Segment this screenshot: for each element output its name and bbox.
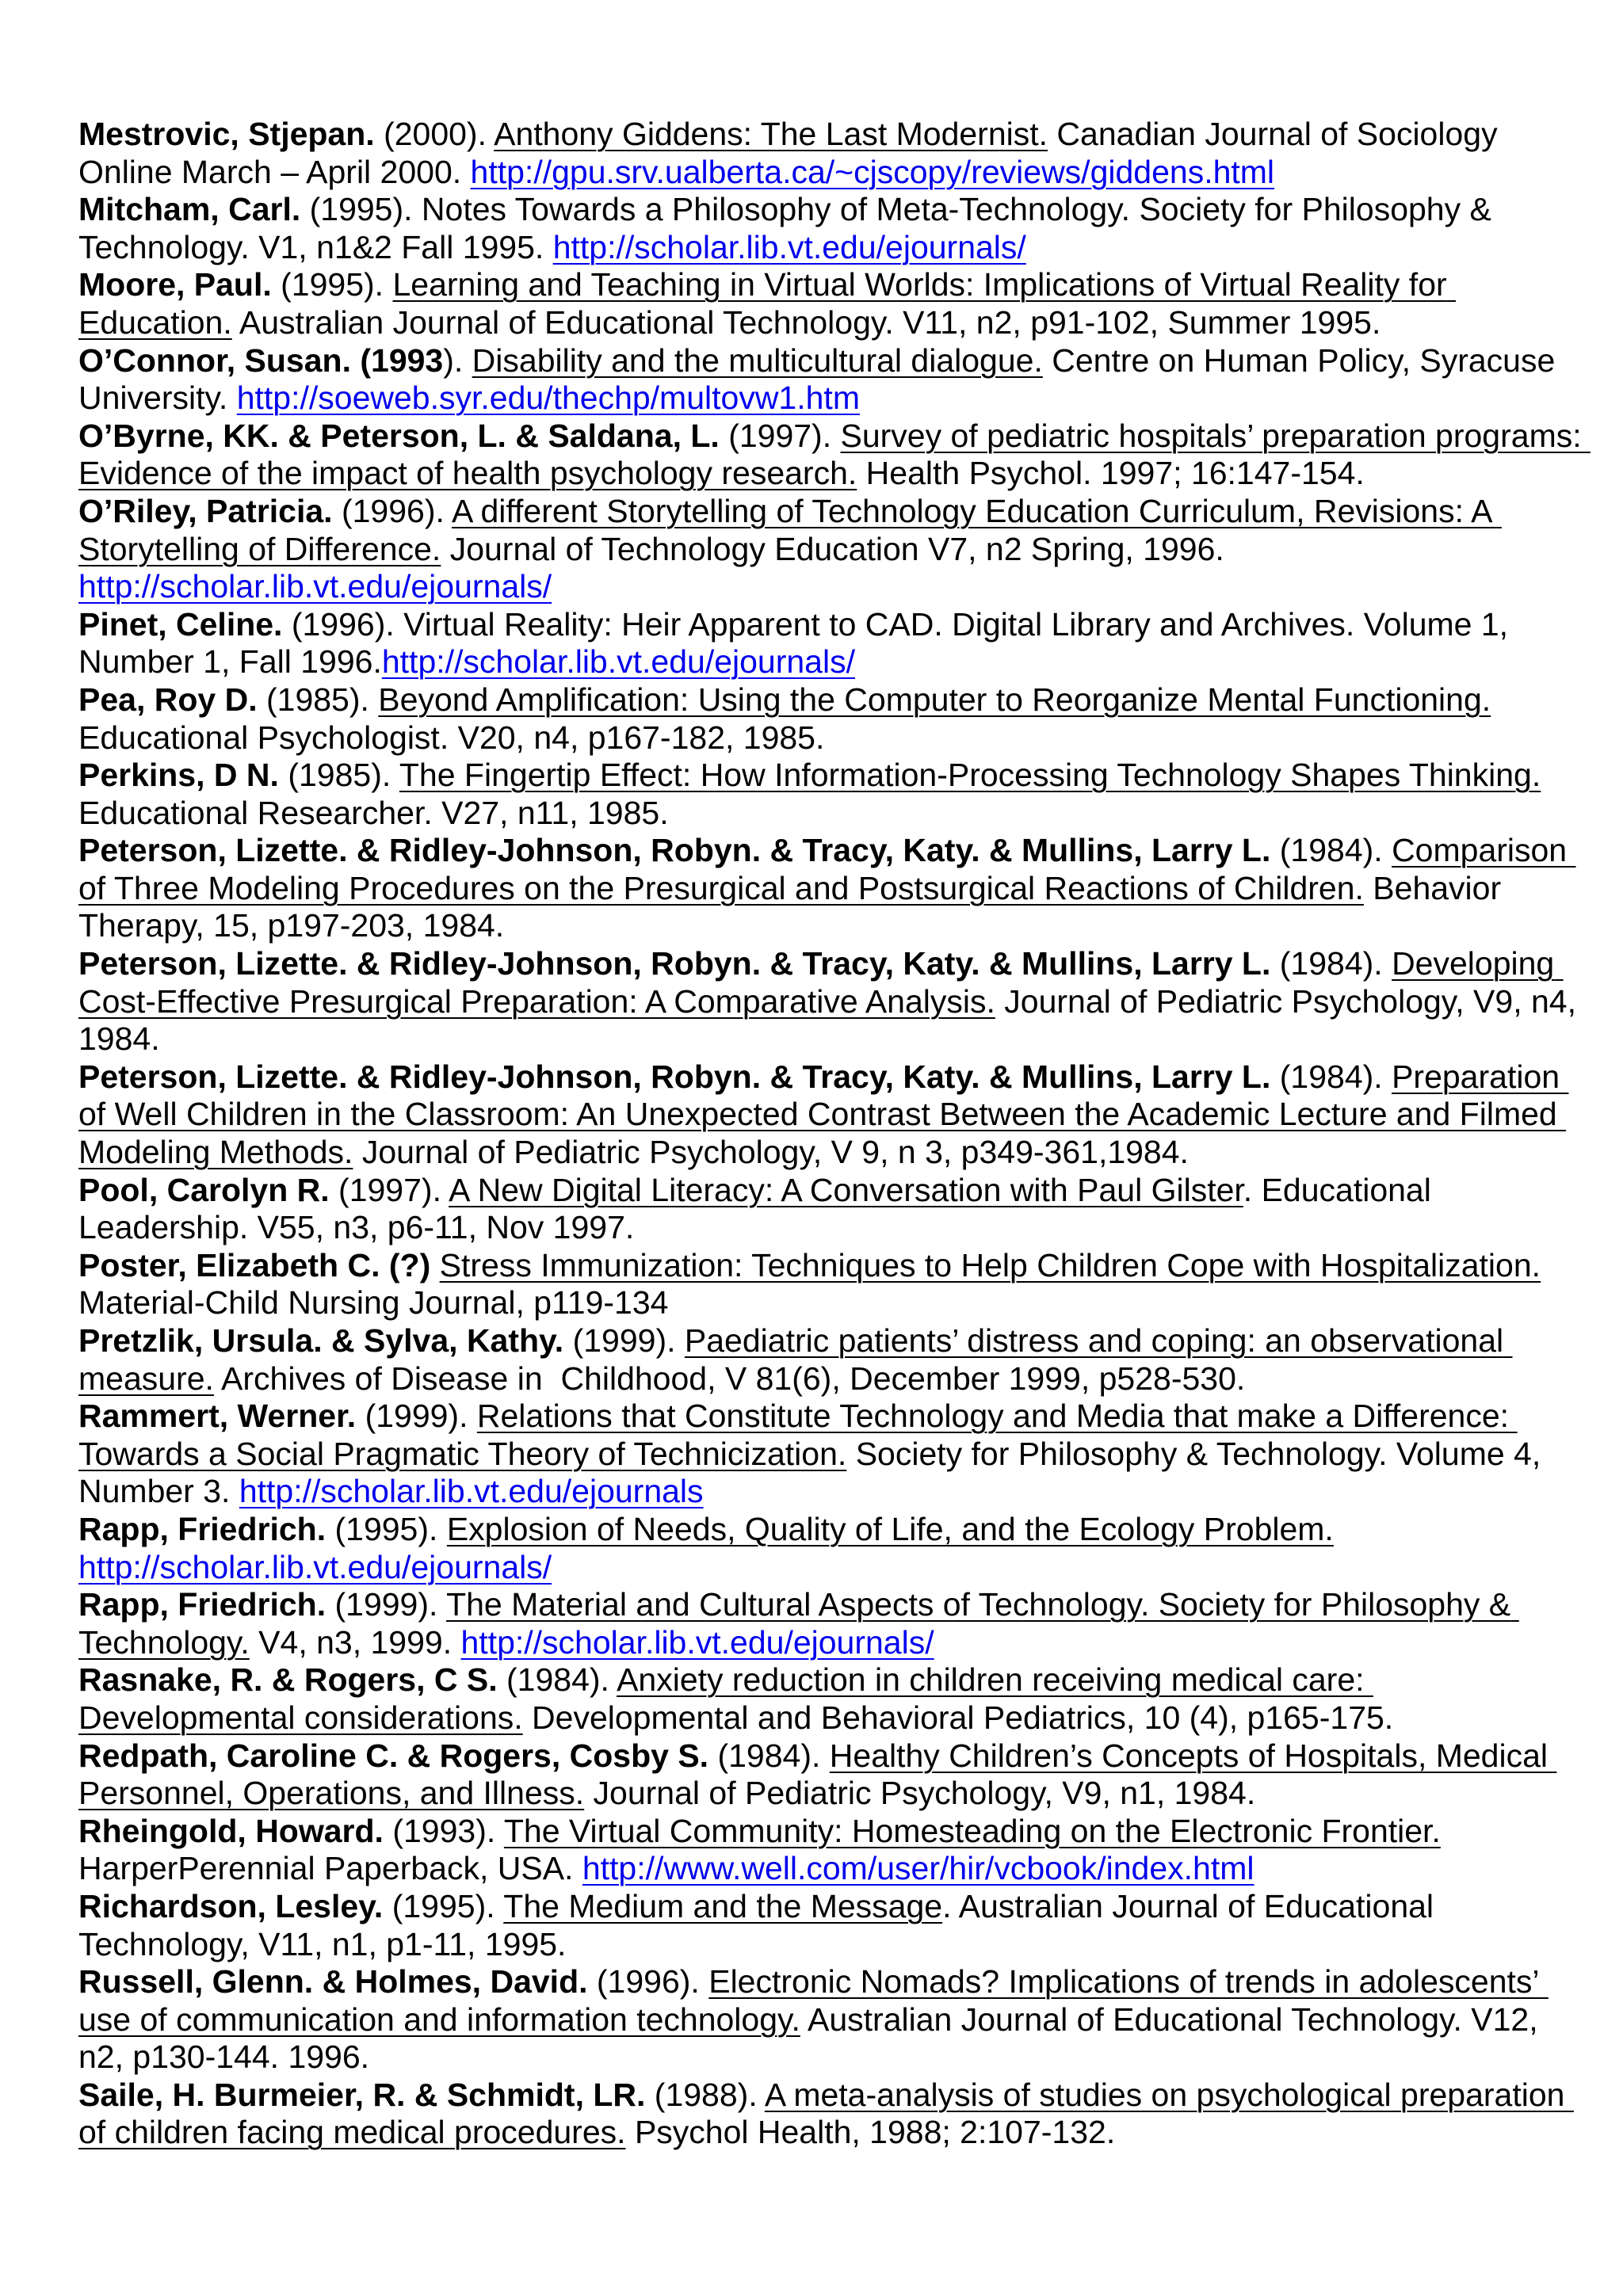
reference-title: Electronic Nomads? Implications of trends in adolescents’ use of communication and information technology. bbox=[78, 1963, 1549, 2038]
reference-source: V4, n3, 1999. bbox=[249, 1623, 461, 1661]
reference-entry-6 bbox=[78, 493, 1584, 606]
reference-entry-12 bbox=[78, 1058, 1584, 1172]
reference-year: (1993). bbox=[383, 1812, 504, 1849]
reference-source: . Australian Journal of Educational Technology, V11, n1, p1-11, 1995. bbox=[78, 1887, 1442, 1962]
reference-entry-14 bbox=[78, 1247, 1584, 1322]
reference-author: Russell, Glenn. & Holmes, David. bbox=[78, 1963, 588, 2000]
reference-source: Journal of Technology Education V7, n2 Spring, 1996. bbox=[441, 530, 1234, 567]
reference-author: Rasnake, R. & Rogers, C S. bbox=[78, 1661, 498, 1699]
reference-link[interactable]: http://scholar.lib.vt.edu/ejournals/ bbox=[78, 568, 552, 605]
reference-entry-17 bbox=[78, 1511, 1584, 1586]
reference-source: Educational Psychologist. V20, n4, p167-182, 1985. bbox=[78, 681, 1500, 756]
reference-source: Material-Child Nursing Journal, p119-134 bbox=[78, 1246, 1550, 1322]
reference-year: (1984). bbox=[708, 1737, 830, 1774]
reference-entry-8 bbox=[78, 681, 1584, 757]
reference-source: Health Psychol. 1997; 16:147-154. bbox=[857, 455, 1365, 492]
reference-author: Perkins, D N. bbox=[78, 757, 279, 794]
reference-source: HarperPerennial Paperback, USA. bbox=[78, 1812, 1450, 1887]
reference-list bbox=[78, 116, 1591, 2152]
reference-link[interactable]: http://scholar.lib.vt.edu/ejournals/ bbox=[552, 228, 1026, 265]
reference-title: Healthy Children’s Concepts of Hospitals, Medical Personnel, Operations, and Illness. bbox=[78, 1737, 1557, 1812]
reference-entry-13 bbox=[78, 1172, 1584, 1247]
reference-title: Explosion of Needs, Quality of Life, and the Ecology Problem. bbox=[446, 1510, 1334, 1547]
reference-year: (2000). bbox=[374, 116, 495, 152]
reference-author: Pea, Roy D. bbox=[78, 681, 258, 718]
reference-year: (1995). bbox=[326, 1510, 447, 1547]
reference-author: Moore, Paul. bbox=[78, 266, 272, 303]
reference-year: (1997). bbox=[329, 1171, 449, 1208]
reference-year: (1999). bbox=[563, 1322, 685, 1359]
reference-title: Survey of pediatric hospitals’ preparation programs: Evidence of the impact of health psychology research. bbox=[78, 417, 1591, 492]
reference-author: Mestrovic, Stjepan. bbox=[78, 116, 375, 152]
reference-source: Behavior Therapy, 15, p197-203, 1984. bbox=[78, 869, 1510, 944]
reference-author: Mitcham, Carl. bbox=[78, 191, 301, 228]
reference-title: Developing Cost-Effective Presurgical Preparation: A Comparative Analysis. bbox=[78, 945, 1564, 1020]
reference-author: Pinet, Celine. bbox=[78, 605, 283, 643]
reference-year: (1984). bbox=[1270, 832, 1392, 869]
reference-title: Anxiety reduction in children receiving medical care: Developmental considerations. bbox=[78, 1661, 1373, 1736]
reference-year: (1985). bbox=[278, 757, 399, 794]
reference-entry-5 bbox=[78, 417, 1591, 493]
reference-link[interactable]: http://www.well.com/user/hir/vcbook/index.html bbox=[582, 1850, 1254, 1887]
reference-entry-22 bbox=[78, 1888, 1584, 1963]
reference-author: Pretzlik, Ursula. & Sylva, Kathy. bbox=[78, 1322, 564, 1359]
reference-entry-15 bbox=[78, 1322, 1584, 1398]
reference-year: (1995). bbox=[271, 266, 393, 303]
reference-source: Australian Journal of Educational Technology. V11, n2, p91-102, Summer 1995. bbox=[231, 303, 1381, 341]
reference-entry-1 bbox=[78, 116, 1584, 191]
reference-year: ). bbox=[443, 341, 472, 379]
reference-author: O’Riley, Patricia. bbox=[78, 492, 333, 529]
reference-source: Society for Philosophy & Technology. Volume 4, Number 3. bbox=[78, 1435, 1550, 1510]
reference-title: A New Digital Literacy: A Conversation with Paul Gilster bbox=[449, 1171, 1243, 1208]
reference-title: Disability and the multicultural dialogue. bbox=[472, 341, 1043, 379]
reference-title: Anthony Giddens: The Last Modernist. bbox=[494, 116, 1048, 152]
reference-author: O’Byrne, KK. & Peterson, L. & Saldana, L. bbox=[78, 417, 720, 454]
reference-author: Rapp, Friedrich. bbox=[78, 1510, 327, 1547]
reference-source bbox=[1334, 1511, 1342, 1547]
reference-source: Australian Journal of Educational Technology. V12, n2, p130-144. 1996. bbox=[78, 2000, 1547, 2076]
reference-title: The Material and Cultural Aspects of Technology. Society for Philosophy & Technology. bbox=[78, 1586, 1519, 1661]
reference-source: Journal of Pediatric Psychology, V9, n1, 1984. bbox=[584, 1775, 1256, 1812]
reference-title: Learning and Teaching in Virtual Worlds: Implications of Virtual Reality for Education. bbox=[78, 266, 1457, 341]
reference-title: A meta-analysis of studies on psychological preparation of children facing medical procedures. bbox=[78, 2076, 1574, 2151]
reference-title: Paediatric patients’ distress and coping: an observational measure. bbox=[78, 1322, 1513, 1397]
reference-source: Canadian Journal of Sociology Online March – April 2000. bbox=[78, 116, 1507, 190]
reference-year: (1996). bbox=[332, 492, 452, 529]
reference-source: Educational Researcher. V27, n11, 1985. bbox=[78, 757, 1550, 831]
reference-source: Journal of Pediatric Psychology, V 9, n 3, p349-361,1984. bbox=[353, 1134, 1189, 1171]
reference-author: Peterson, Lizette. & Ridley-Johnson, Robyn. & Tracy, Katy. & Mullins, Larry L. bbox=[78, 945, 1271, 982]
reference-link[interactable]: http://scholar.lib.vt.edu/ejournals bbox=[239, 1473, 704, 1510]
reference-link[interactable]: http://scholar.lib.vt.edu/ejournals/ bbox=[78, 1548, 552, 1585]
reference-title: Stress Immunization: Techniques to Help Children Cope with Hospitalization. bbox=[439, 1246, 1541, 1283]
reference-entry-2 bbox=[78, 191, 1584, 266]
reference-source: Archives of Disease in Childhood, V 81(6), December 1999, p528-530. bbox=[213, 1360, 1246, 1397]
reference-link[interactable]: http://soeweb.syr.edu/thechp/multovw1.htm bbox=[236, 379, 860, 417]
reference-entry-11 bbox=[78, 945, 1584, 1058]
reference-author: Rapp, Friedrich. bbox=[78, 1586, 327, 1623]
reference-author: Richardson, Lesley. bbox=[78, 1887, 384, 1924]
reference-source: . Educational Leadership. V55, n3, p6-11, Nov 1997. bbox=[78, 1171, 1441, 1246]
reference-year: (1999). bbox=[326, 1586, 447, 1623]
reference-entry-7 bbox=[78, 606, 1584, 681]
reference-entry-9 bbox=[78, 757, 1584, 832]
reference-entry-3 bbox=[78, 266, 1584, 341]
reference-link[interactable]: http://gpu.srv.ualberta.ca/~cjscopy/reviews/giddens.html bbox=[470, 153, 1275, 190]
reference-year: (1997). bbox=[719, 417, 841, 454]
reference-title: Comparison of Three Modeling Procedures on the Presurgical and Postsurgical Reactions of Children. bbox=[78, 832, 1576, 906]
reference-year: (1984). bbox=[1270, 945, 1392, 982]
reference-author: Poster, Elizabeth C. (?) bbox=[78, 1246, 431, 1283]
reference-title: Beyond Amplification: Using the Computer to Reorganize Mental Functioning. bbox=[378, 681, 1491, 718]
reference-year: (1984). bbox=[1270, 1058, 1392, 1095]
reference-title: Preparation of Well Children in the Classroom: An Unexpected Contrast Between the Academic Lecture and Filmed Modeling Methods. bbox=[78, 1058, 1569, 1171]
reference-year: (1996). bbox=[587, 1963, 709, 2000]
reference-year: (1995). bbox=[383, 1887, 504, 1924]
reference-author: Rheingold, Howard. bbox=[78, 1812, 384, 1849]
reference-source: Journal of Pediatric Psychology, V9, n4, 1984. bbox=[78, 982, 1586, 1058]
reference-entry-23 bbox=[78, 1963, 1584, 2077]
reference-entry-19 bbox=[78, 1661, 1584, 1737]
reference-year: (1985). bbox=[257, 681, 379, 718]
reference-entry-21 bbox=[78, 1813, 1584, 1888]
reference-author: Redpath, Caroline C. & Rogers, Cosby S. bbox=[78, 1737, 709, 1774]
reference-link[interactable]: http://scholar.lib.vt.edu/ejournals/ bbox=[460, 1623, 934, 1661]
reference-title: A different Storytelling of Technology Education Curriculum, Revisions: A Storytelling of Difference. bbox=[78, 492, 1502, 567]
reference-source: Psychol Health, 1988; 2:107-132. bbox=[625, 2114, 1116, 2151]
reference-title: The Fingertip Effect: How Information-Processing Technology Shapes Thinking. bbox=[399, 757, 1541, 794]
reference-entry-4 bbox=[78, 342, 1584, 418]
reference-author: Rammert, Werner. bbox=[78, 1398, 357, 1435]
reference-author: Pool, Carolyn R. bbox=[78, 1171, 330, 1208]
reference-entry-18 bbox=[78, 1586, 1584, 1661]
reference-year: (1996). Virtual Reality: Heir Apparent to CAD. Digital Library and Archives. Volume 1, Number 1, Fall 1996. bbox=[78, 605, 1518, 681]
reference-title: Relations that Constitute Technology and Media that make a Difference: Towards a Social Pragmatic Theory of Technicization. bbox=[78, 1398, 1518, 1472]
reference-entry-16 bbox=[78, 1398, 1584, 1511]
reference-source: Centre on Human Policy, Syracuse University. bbox=[78, 341, 1564, 417]
reference-year: (1984). bbox=[497, 1661, 617, 1699]
reference-year: (1999). bbox=[356, 1398, 477, 1435]
reference-author: O’Connor, Susan. (1993 bbox=[78, 341, 444, 379]
reference-title: The Virtual Community: Homesteading on the Electronic Frontier. bbox=[503, 1812, 1441, 1849]
reference-author: Peterson, Lizette. & Ridley-Johnson, Robyn. & Tracy, Katy. & Mullins, Larry L. bbox=[78, 832, 1271, 869]
reference-link[interactable]: http://scholar.lib.vt.edu/ejournals/ bbox=[381, 643, 855, 681]
reference-author: Peterson, Lizette. & Ridley-Johnson, Robyn. & Tracy, Katy. & Mullins, Larry L. bbox=[78, 1058, 1271, 1095]
reference-title: The Medium and the Message bbox=[503, 1887, 943, 1924]
reference-year bbox=[430, 1247, 439, 1283]
reference-year: (1995). Notes Towards a Philosophy of Meta-Technology. Society for Philosophy & Technology. V1, n1&2 Fall 1995. bbox=[78, 191, 1500, 265]
reference-year: (1988). bbox=[645, 2076, 765, 2113]
reference-entry-20 bbox=[78, 1737, 1584, 1813]
reference-author: Saile, H. Burmeier, R. & Schmidt, LR. bbox=[78, 2076, 646, 2113]
reference-entry-10 bbox=[78, 832, 1584, 945]
reference-source: Developmental and Behavioral Pediatrics, 10 (4), p165-175. bbox=[522, 1699, 1394, 1736]
reference-entry-24 bbox=[78, 2077, 1584, 2152]
